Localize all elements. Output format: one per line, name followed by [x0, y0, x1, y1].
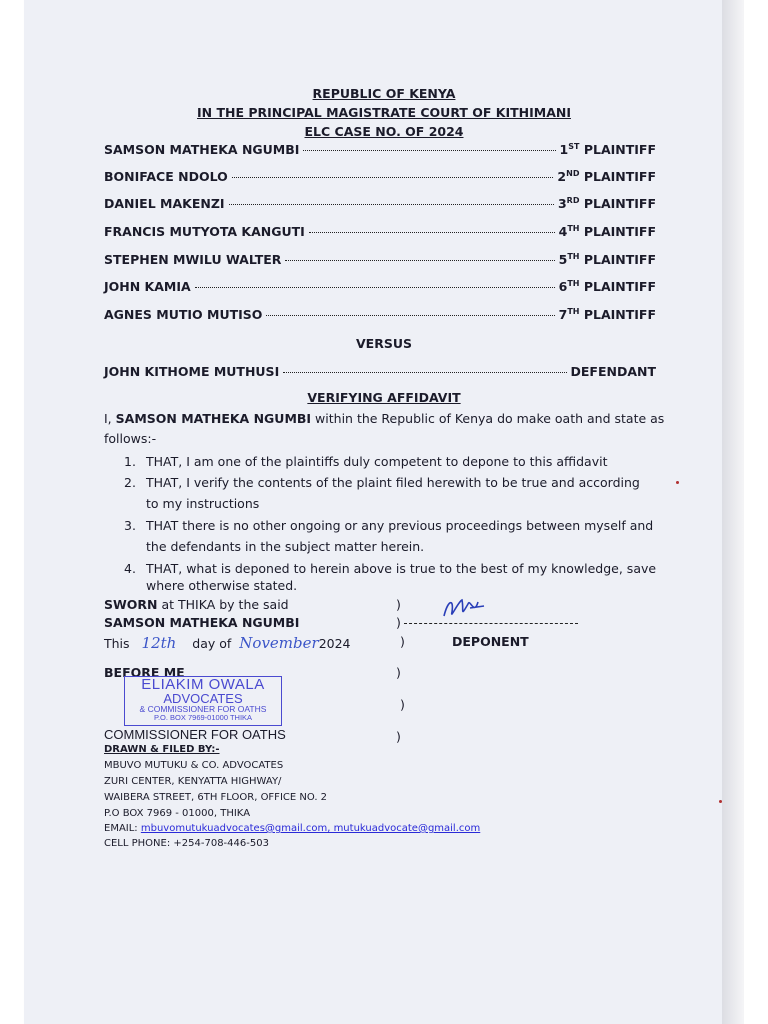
dotted-leader [285, 260, 554, 261]
party-role: 4TH PLAINTIFF [558, 224, 656, 240]
header-case-no: ELC CASE NO. OF 2024 [304, 124, 464, 139]
item-line: THAT, I am one of the plaintiffs duly competent to depone to this affidavit [146, 454, 608, 469]
jurat-name: SAMSON MATHEKA NGUMBI [104, 615, 300, 630]
po-box: P.O BOX 7969 - 01000, THIKA [104, 808, 251, 819]
item-line: where otherwise stated. [146, 578, 298, 593]
defendant-row [104, 364, 656, 382]
bracket: ) [396, 665, 401, 680]
paper-speck [676, 481, 679, 484]
stamp-name: ELIAKIM OWALA [141, 676, 265, 693]
party-role: 1ST PLAINTIFF [559, 142, 656, 158]
party-role: 7TH PLAINTIFF [558, 307, 656, 323]
party-row [104, 252, 656, 270]
header-republic: REPUBLIC OF KENYA [312, 86, 456, 101]
header-court: IN THE PRINCIPAL MAGISTRATE COURT OF KITHIMANI [197, 105, 571, 120]
defendant-role: DEFENDANT [570, 364, 656, 379]
item-line: the defendants in the subject matter herein. [146, 539, 425, 554]
versus-heading: VERSUS [356, 336, 412, 351]
year-text: 2024 [318, 636, 351, 651]
email-links[interactable]: mbuvomutukuadvocates@gmail.com, mutukuadvocate@gmail.com [140, 823, 481, 834]
email-label: EMAIL: [104, 823, 141, 834]
party-role: 6TH PLAINTIFF [558, 279, 656, 295]
bracket: ) [400, 697, 405, 712]
commissioner-label: COMMISSIONER FOR OATHS [104, 727, 286, 742]
party-row [104, 169, 656, 187]
bracket: ) [396, 615, 401, 630]
dotted-leader [303, 150, 555, 151]
party-role: 3RD PLAINTIFF [557, 196, 656, 212]
party-name: STEPHEN MWILU WALTER [104, 252, 282, 268]
party-row [104, 196, 656, 214]
paper-speck [719, 800, 722, 803]
affidavit-item [124, 558, 658, 596]
dotted-leader [309, 232, 555, 233]
commissioner-stamp [124, 676, 282, 726]
item-number: 3. [124, 518, 136, 533]
intro-rest: within the Republic of Kenya do make oath and state as [311, 411, 665, 426]
this-word: This [104, 636, 130, 651]
item-number: 1. [124, 454, 136, 469]
item-number: 2. [124, 475, 136, 490]
bracket: ) [400, 634, 405, 649]
email-line [104, 823, 480, 834]
handwritten-month: November [239, 634, 319, 652]
deponent-label: DEPONENT [452, 634, 529, 649]
sworn-word: SWORN [104, 597, 158, 612]
day-of-word: day of [192, 636, 232, 651]
stamp-commissioner: & COMMISSIONER FOR OATHS [139, 704, 267, 714]
defendant-name: JOHN KITHOME MUTHUSI [104, 364, 280, 379]
deponent-signature [440, 594, 488, 626]
item-number: 4. [124, 561, 136, 576]
signature-line [404, 623, 578, 624]
party-name: SAMSON MATHEKA NGUMBI [104, 142, 300, 158]
affidavit-item [124, 451, 658, 472]
address-line: WAIBERA STREET, 6TH FLOOR, OFFICE NO. 2 [104, 792, 328, 803]
firm-name: MBUVO MUTUKU & CO. ADVOCATES [104, 760, 284, 771]
dotted-leader [195, 287, 555, 288]
phone-line: CELL PHONE: +254-708-446-503 [104, 838, 269, 849]
stamp-address: P.O. BOX 7969-01000 THIKA [153, 713, 253, 722]
party-row [104, 279, 656, 297]
party-name: JOHN KAMIA [104, 279, 191, 295]
item-line: to my instructions [146, 496, 260, 511]
dotted-leader [232, 177, 554, 178]
dotted-leader [283, 372, 566, 373]
affidavit-item [124, 515, 658, 557]
party-name: DANIEL MAKENZI [104, 196, 225, 212]
party-row [104, 224, 656, 242]
party-role: 2ND PLAINTIFF [557, 169, 656, 185]
date-line [104, 634, 351, 652]
affidavit-title: VERIFYING AFFIDAVIT [307, 390, 461, 405]
party-row [104, 142, 656, 160]
handwritten-day: 12th [141, 634, 177, 652]
sworn-line [104, 597, 289, 612]
party-row [104, 307, 656, 325]
intro-prefix: I, [104, 411, 116, 426]
item-line: THAT, I verify the contents of the plaint filed herewith to be true and according [146, 475, 640, 490]
drawn-filed-title: DRAWN & FILED BY:- [104, 744, 220, 755]
party-name: AGNES MUTIO MUTISO [104, 307, 263, 323]
before-me-label: BEFORE ME [104, 665, 185, 680]
sworn-rest: at THIKA by the said [157, 597, 289, 612]
item-line: THAT there is no other ongoing or any previous proceedings between myself and [146, 518, 654, 533]
bracket: ) [396, 597, 401, 612]
affidavit-item [124, 472, 658, 514]
address-line: ZURI CENTER, KENYATTA HIGHWAY/ [104, 776, 282, 787]
party-name: FRANCIS MUTYOTA KANGUTI [104, 224, 305, 240]
party-role: 5TH PLAINTIFF [558, 252, 656, 268]
bracket: ) [396, 729, 401, 744]
affidavit-intro-line2: follows:- [104, 431, 157, 446]
dotted-leader [266, 315, 554, 316]
intro-name: SAMSON MATHEKA NGUMBI [115, 411, 312, 426]
page-edge [722, 0, 744, 1024]
affidavit-intro [104, 411, 664, 426]
party-name: BONIFACE NDOLO [104, 169, 228, 185]
dotted-leader [229, 204, 554, 205]
item-line: THAT, what is deponed to herein above is true to the best of my knowledge, save [146, 561, 657, 576]
stamp-advocates: ADVOCATES [163, 691, 243, 706]
